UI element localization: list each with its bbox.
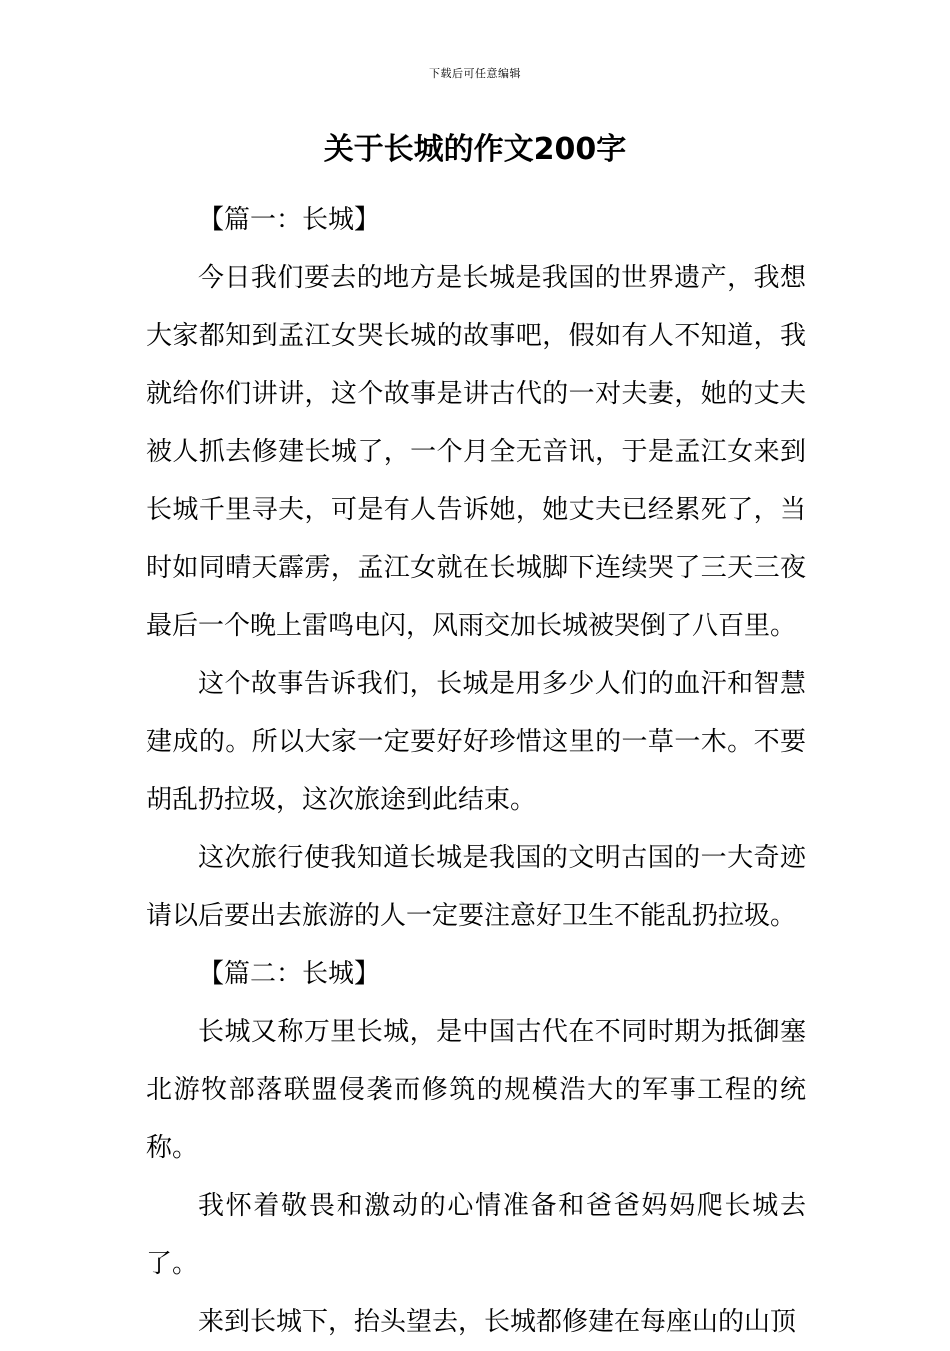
- paragraph: 这个故事告诉我们，长城是用多少人们的血汗和智慧建成的。所以大家一定要好好珍惜这里的一草一木。不要胡乱扔拉圾，这次旅途到此结束。: [146, 669, 806, 815]
- paragraph: 这次旅行使我知道长城是我国的文明古国的一大奇迹请以后要出去旅游的人一定要注意好卫生不能乱扔拉圾。: [146, 843, 806, 931]
- paragraph: 我怀着敬畏和激动的心情准备和爸爸妈妈爬长城去了。: [146, 1191, 806, 1279]
- paragraph: 来到长城下，抬头望去，长城都修建在每座山的山顶: [198, 1307, 797, 1337]
- document-title: 关于长城的作文200字: [323, 132, 627, 167]
- page-header: 下载后可任意编辑: [429, 67, 521, 80]
- paragraph: 今日我们要去的地方是长城是我国的世界遗产，我想大家都知到孟江女哭长城的故事吧，假如有人不知道，我就给你们讲讲，这个故事是讲古代的一对夫妻，她的丈夫被人抓去修建长城了，一个月全无音讯，于是孟江女来到长城千里寻夫，可是有人告诉她，她丈夫已经累死了，当时如同晴天霹雳，孟江女就在长城脚下连续哭了三天三夜最后一个晚上雷鸣电闪，风雨交加长城被哭倒了八百里。: [146, 263, 806, 641]
- document-body: [146, 191, 806, 1351]
- paragraph: 长城又称万里长城，是中国古代在不同时期为抵御塞北游牧部落联盟侵袭而修筑的规模浩大的军事工程的统称。: [146, 1017, 806, 1163]
- section-heading: 【篇二：长城】: [198, 959, 381, 989]
- section-heading: 【篇一：长城】: [198, 205, 381, 235]
